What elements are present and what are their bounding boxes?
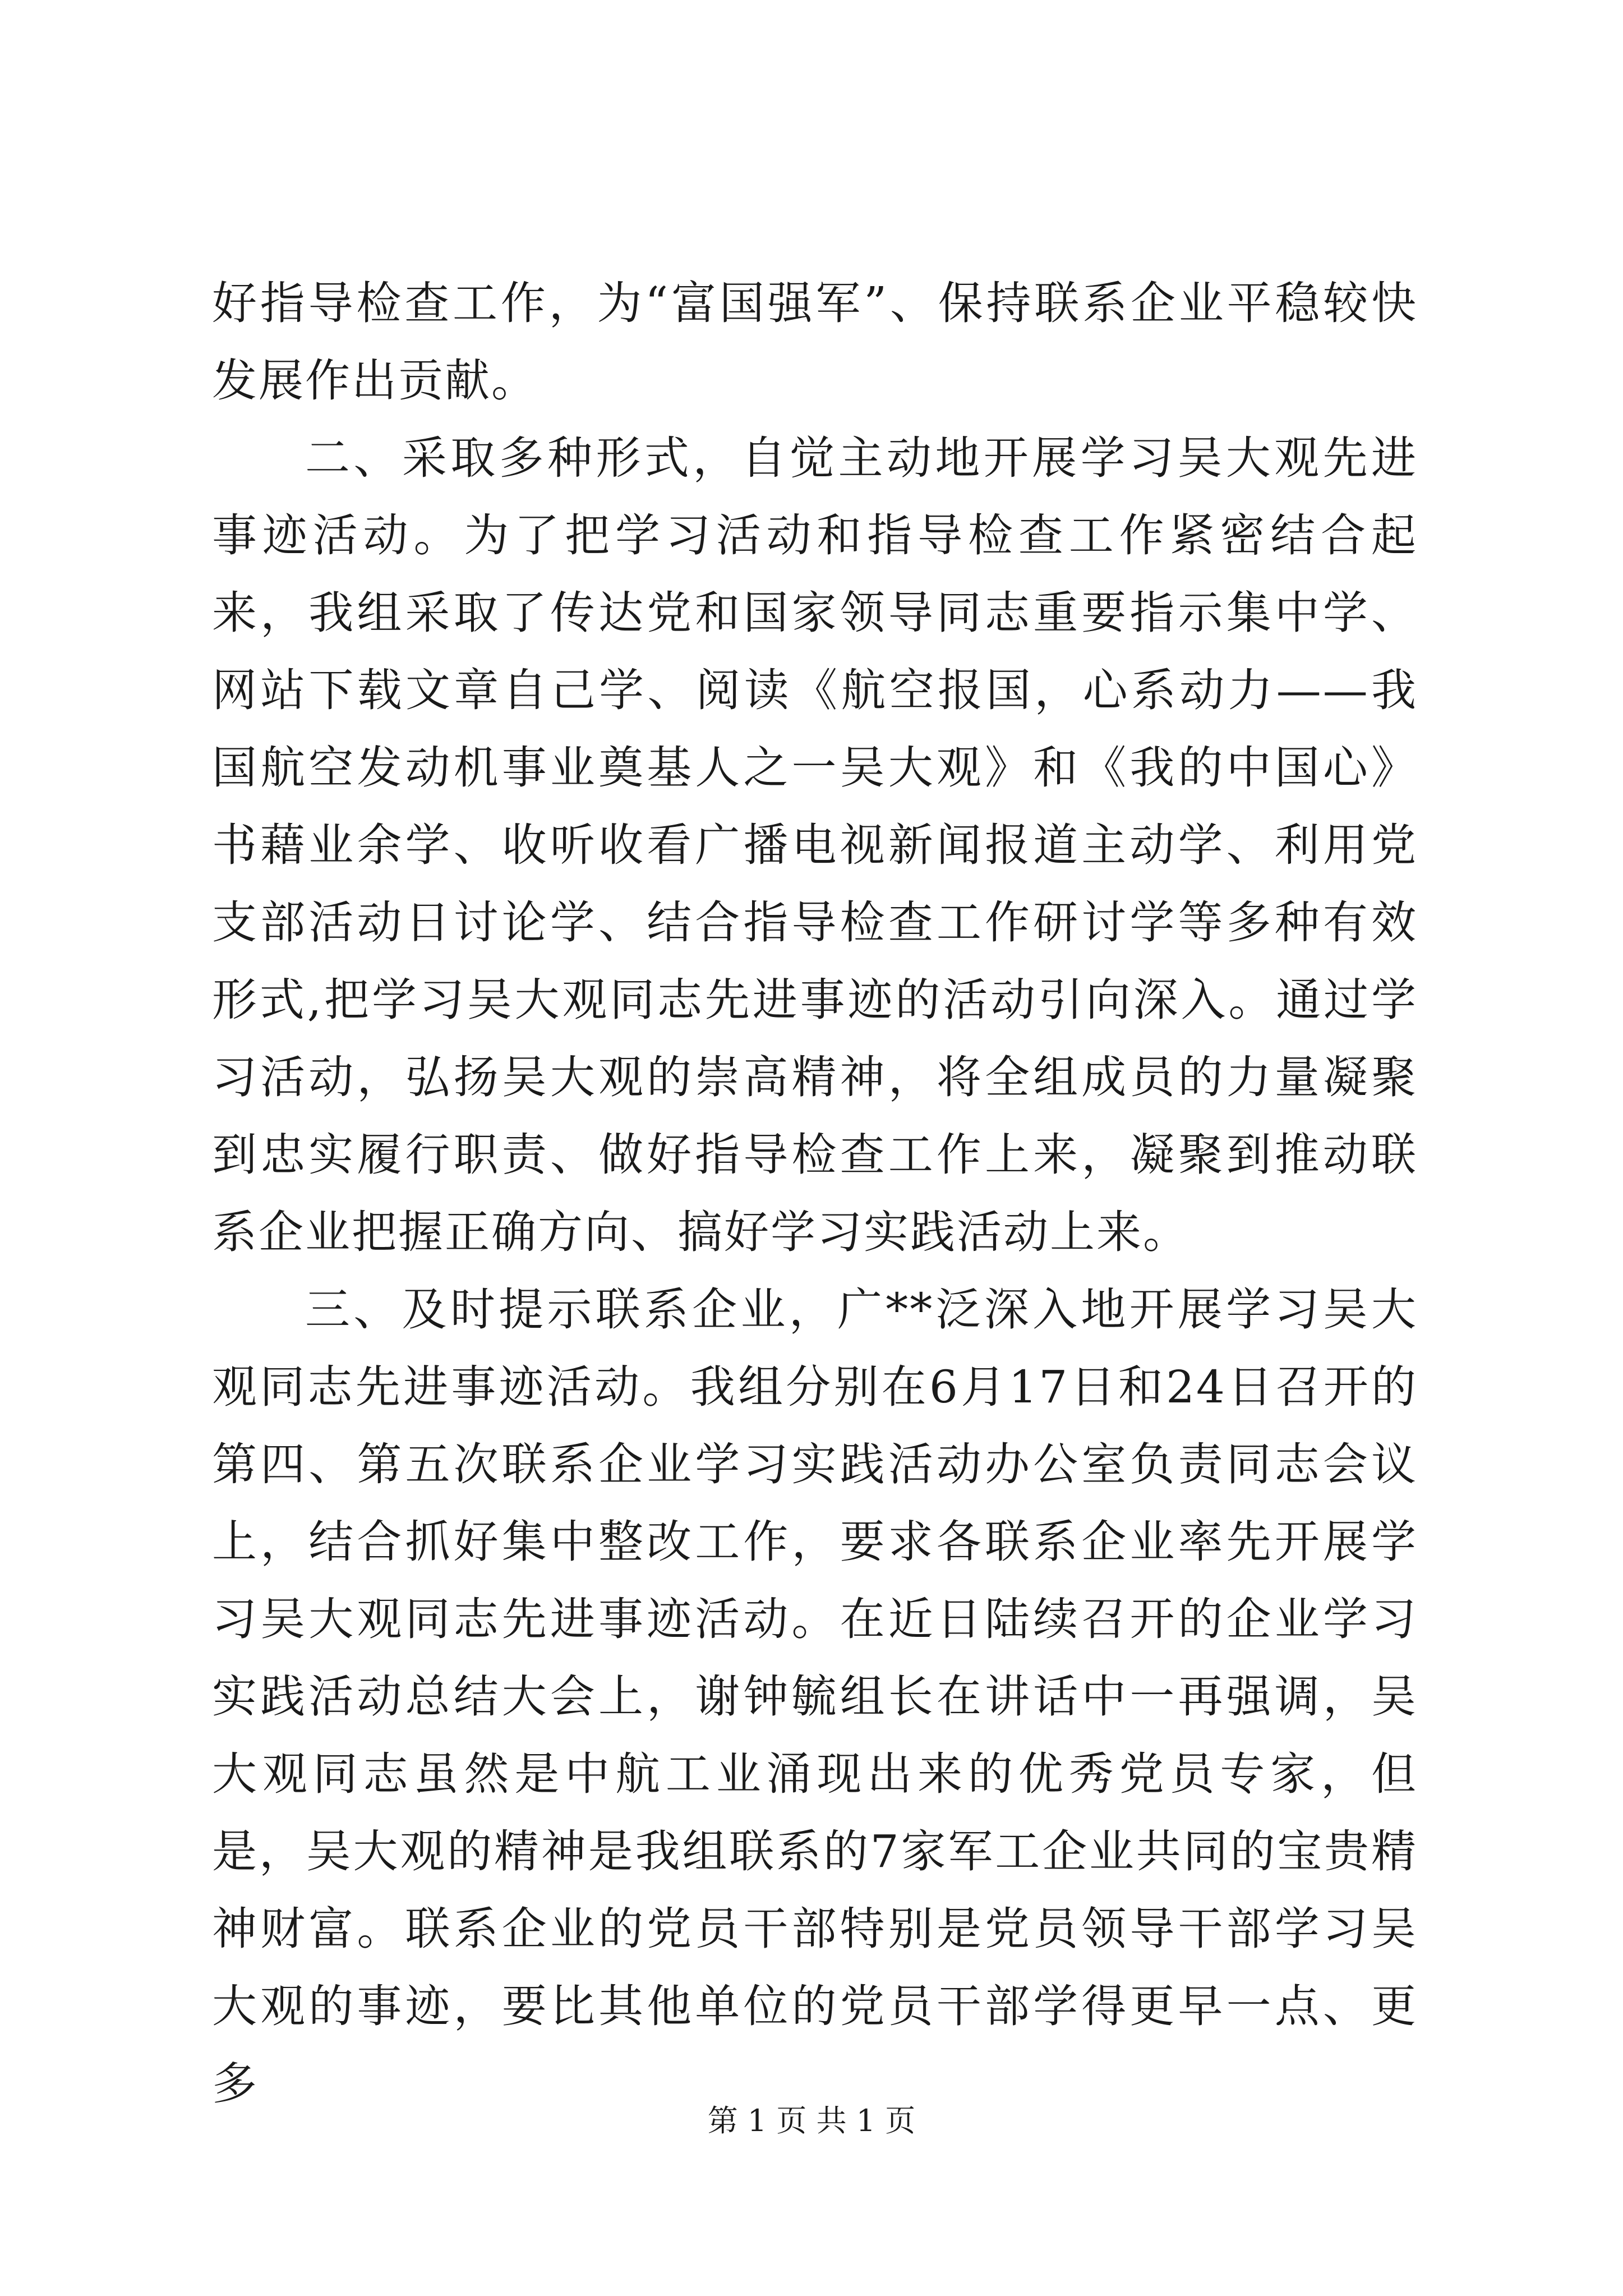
paragraph-1: 好指导检查工作，为“富国强军”、保持联系企业平稳较快发展作出贡献。 bbox=[212, 277, 1418, 407]
page-footer: 第 1 页 共 1 页 bbox=[707, 2103, 916, 2138]
paragraph-3: 三、及时提示联系企业，广**泛深入地开展学习吴大观同志先进事迹活动。我组分别在6月17日和24日召开的第四、第五次联系企业学习实践活动办公室负责同志会议上，结合抓好集中整改工作，要求各联系企业率先开展学习吴大观同志先进事迹活动。在近日陆续召开的企业学习实践活动总结大会上，谢钟毓组长在讲话中一再强调，吴大观同志虽然是中航工业涌现出来的优秀党员专家，但是，吴大观的精神是我组联系的7家军工企业共同的宝贵精神财富。联系企业的党员干部特别是党员领导干部学习吴大观的事迹，要比其他单位的党员干部学得更早一点、更多 bbox=[212, 1283, 1418, 2110]
paragraph-2: 二、采取多种形式，自觉主动地开展学习吴大观先进事迹活动。为了把学习活动和指导检查工作紧密结合起来，我组采取了传达党和国家领导同志重要指示集中学、网站下载文章自己学、阅读《航空报国，心系动力——我国航空发动机事业奠基人之一吴大观》和《我的中国心》书藉业余学、收听收看广播电视新闻报道主动学、利用党支部活动日讨论学、结合指导检查工作研讨学等多种有效形式,把学习吴大观同志先进事迹的活动引向深入。通过学习活动，弘扬吴大观的崇高精神，将全组成员的力量凝聚到忠实履行职责、做好指导检查工作上来，凝聚到推动联系企业把握正确方向、搞好学习实践活动上来。 bbox=[212, 432, 1418, 1258]
document-body bbox=[212, 265, 1418, 2123]
